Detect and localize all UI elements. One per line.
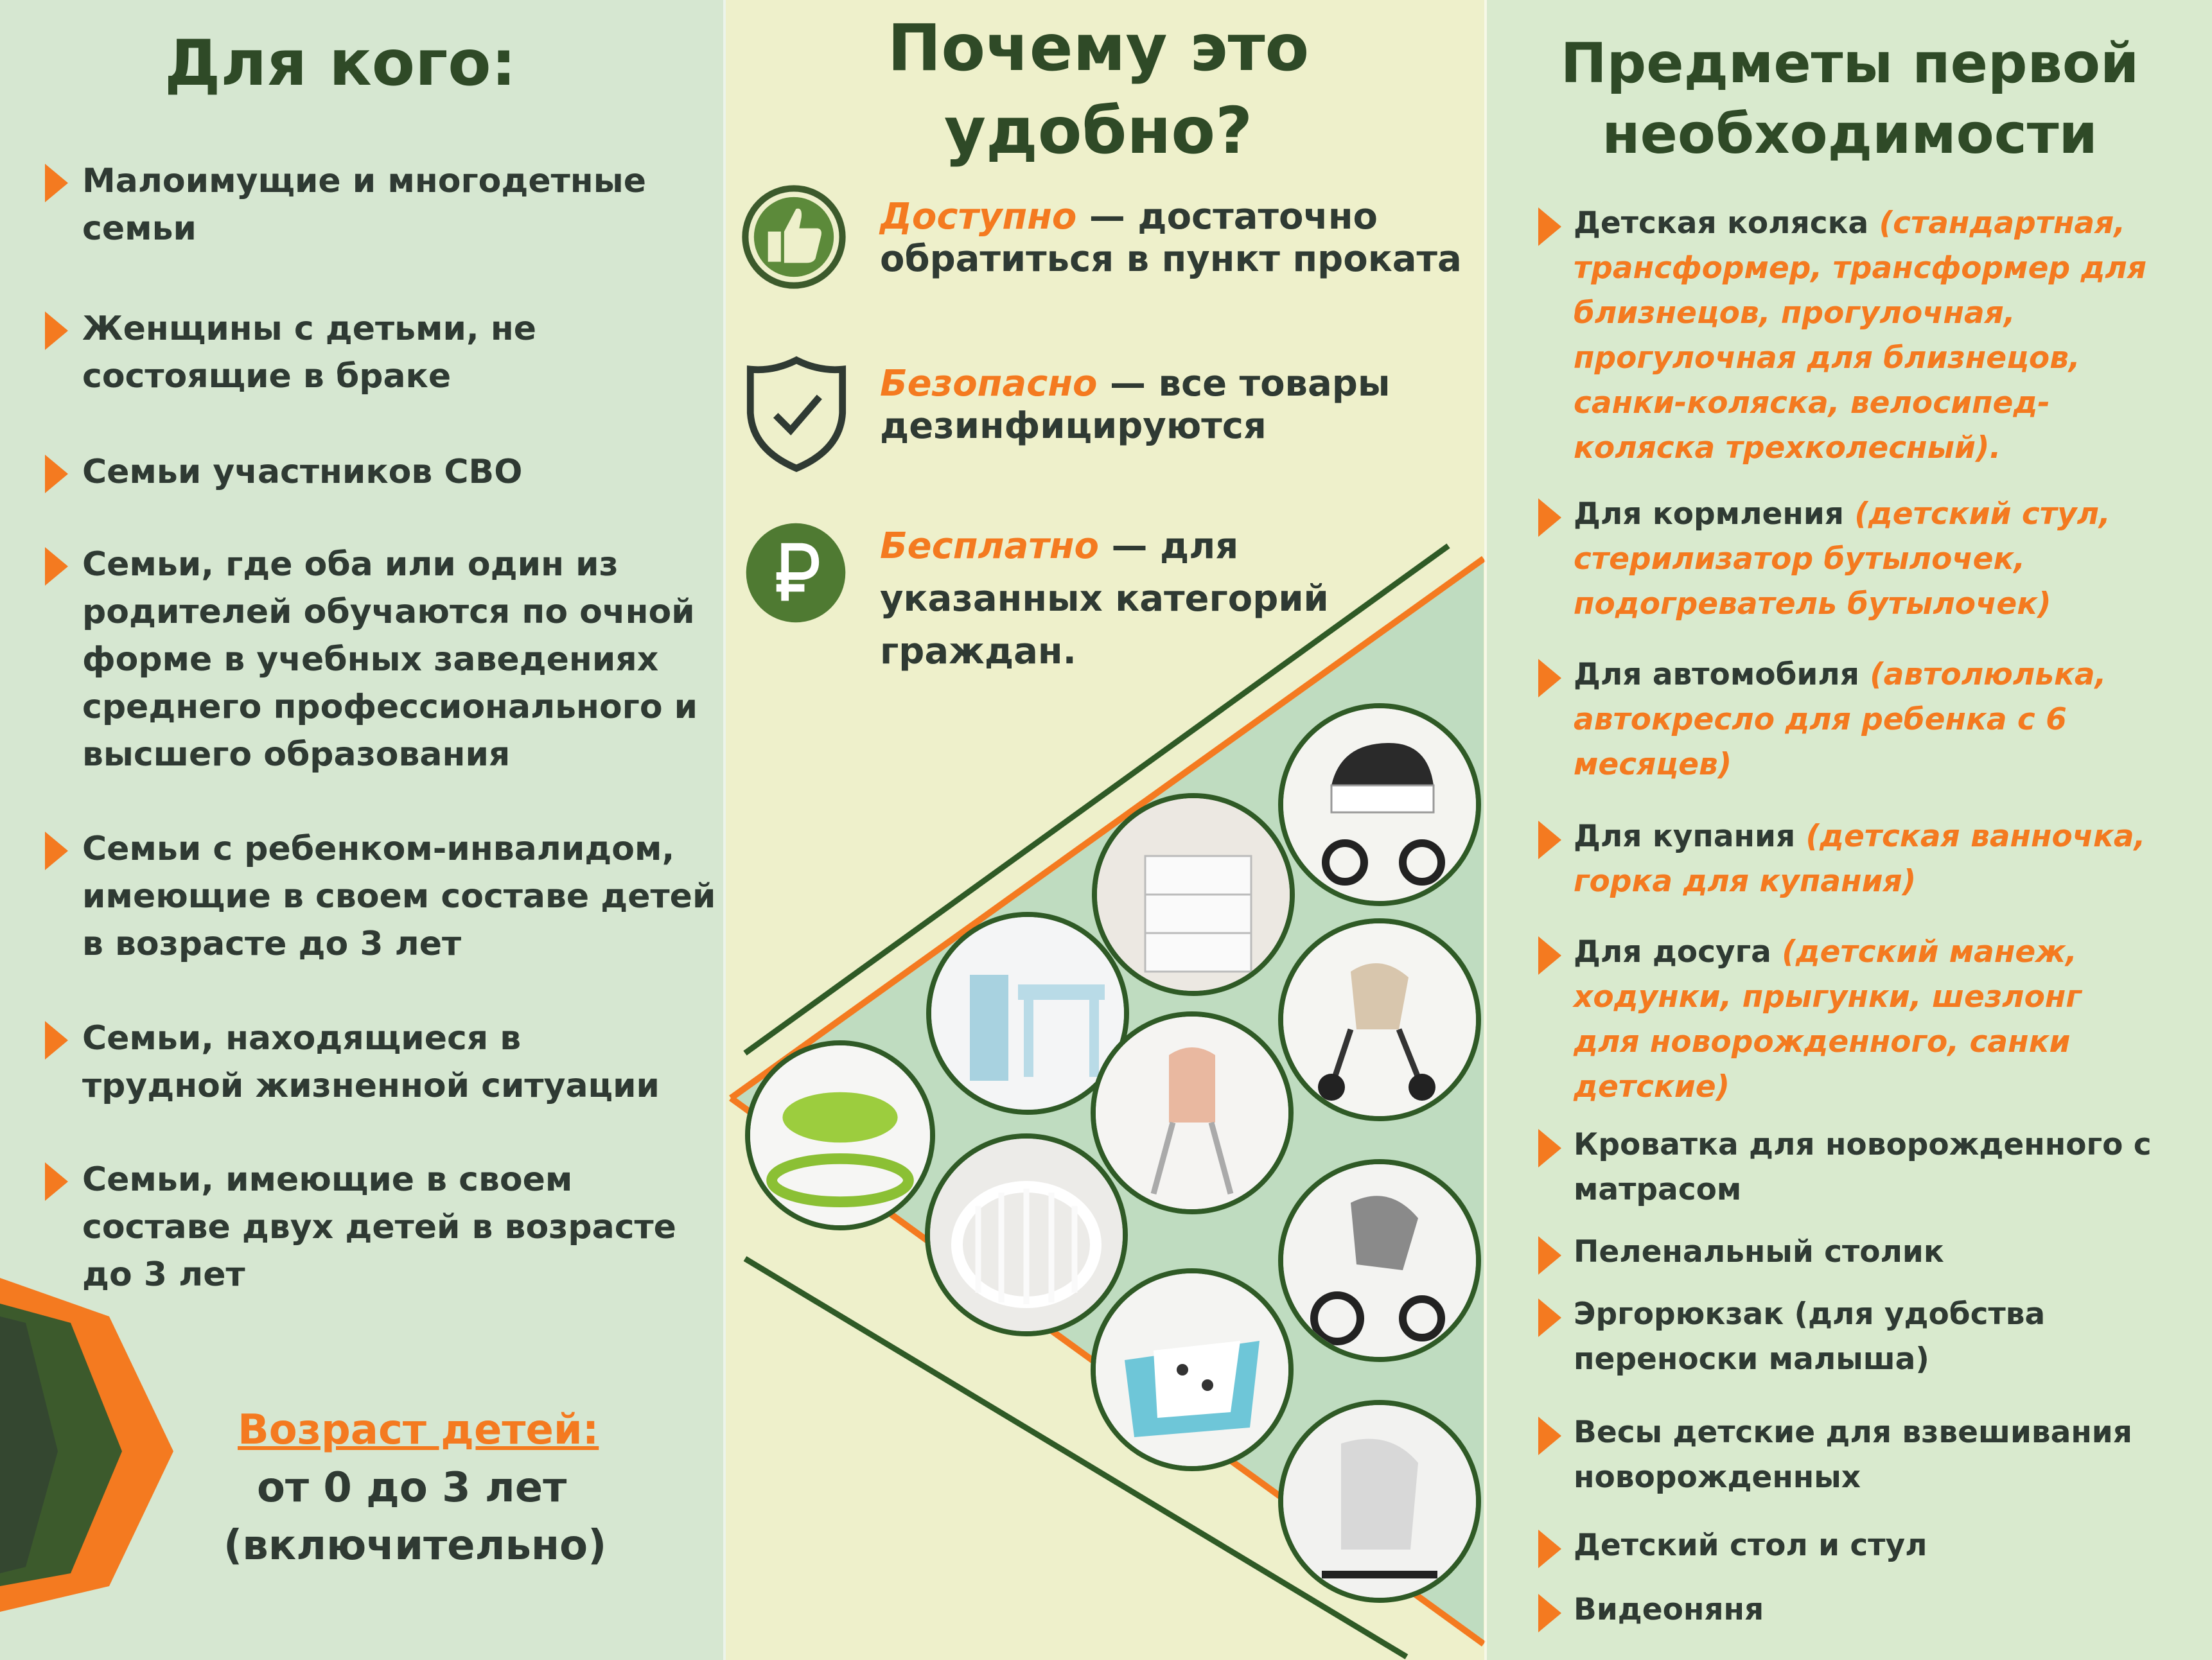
left-title: Для кого:	[164, 27, 516, 100]
sled-stroller-photo	[1278, 1400, 1481, 1603]
chevron-decoration-icon	[0, 1278, 186, 1612]
middle-panel	[726, 0, 1487, 1660]
list-item: Для кормления (детский стул, стерилизатор бутылочек, подогреватель бутылочек)	[1538, 492, 2200, 627]
age-note: (включительно)	[224, 1522, 607, 1569]
list-item: Эргорюкзак (для удобства переноски малыша)	[1538, 1292, 2200, 1382]
right-title-line2: необходимости	[1602, 102, 2098, 166]
high-chair-photo	[1091, 1011, 1294, 1214]
list-item: Для купания (детская ванночка, горка для купания)	[1538, 814, 2200, 904]
arrow-icon	[1538, 936, 1561, 975]
right-title-line1: Предметы первой	[1560, 31, 2139, 96]
list-item: Детский стол и стул	[1538, 1523, 2200, 1568]
list-item: Семьи с ребенком-инвалидом, имеющие в своем составе детей в возрасте до 3 лет	[45, 825, 726, 968]
arrow-icon	[1538, 1594, 1561, 1632]
reason-free: Бесплатно — для указанных категорий граждан.	[880, 525, 1329, 672]
list-item: Малоимущие и многодетные семьи	[45, 157, 700, 252]
middle-title-line1: Почему это	[887, 10, 1310, 85]
list-item: Семьи участников СВО	[45, 448, 700, 496]
arrow-icon	[45, 455, 68, 493]
list-item: Весы детские для взвешивания новорожденных	[1538, 1410, 2200, 1500]
baby-walker-photo	[745, 1040, 935, 1230]
arrow-icon	[45, 164, 68, 202]
age-label: Возраст детей:	[238, 1406, 599, 1454]
arrow-icon	[45, 1162, 68, 1201]
list-item: Пеленальный столик	[1538, 1230, 2200, 1275]
list-item: Семьи, где оба или один из родителей обучаются по очной форме в учебных заведениях среднего профессионального и высшего образования	[45, 541, 700, 778]
baby-cot-photo	[925, 1133, 1128, 1336]
list-item: Для автомобиля (автолюлька, автокресло для ребенка с 6 месяцев)	[1538, 652, 2200, 787]
tricycle-stroller-photo	[1278, 1159, 1481, 1362]
list-item: Женщины с детьми, не состоящие в браке	[45, 305, 700, 400]
arrow-icon	[45, 547, 68, 586]
list-item: Детская коляска (стандартная, трансформер, трансформер для близнецов, прогулочная, прогулочная для близнецов, санки-коляска, велосипед-коляска трехколесный).	[1538, 201, 2200, 471]
walking-stroller-photo	[1278, 918, 1481, 1121]
arrow-icon	[1538, 1417, 1561, 1455]
arrow-icon	[1538, 1236, 1561, 1275]
arrow-icon	[45, 311, 68, 350]
middle-title-line2: удобно?	[944, 93, 1253, 168]
baby-bath-photo	[1091, 1268, 1294, 1471]
arrow-icon	[1538, 1530, 1561, 1568]
age-range: от 0 до 3 лет	[257, 1464, 567, 1512]
left-panel	[0, 0, 726, 1660]
changing-dresser-photo	[1092, 793, 1295, 996]
arrow-icon	[1538, 659, 1561, 697]
list-item: Семьи, находящиеся в трудной жизненной ситуации	[45, 1015, 700, 1110]
list-item: Семьи, имеющие в своем составе двух детей в возрасте до 3 лет	[45, 1156, 726, 1298]
list-item: Кроватка для новорожденного с матрасом	[1538, 1123, 2200, 1212]
arrow-icon	[1538, 821, 1561, 859]
arrow-icon	[1538, 207, 1561, 246]
arrow-icon	[1538, 1129, 1561, 1167]
list-item: Для досуга (детский манеж, ходунки, прыгунки, шезлонг для новорожденного, санки детские)	[1538, 930, 2200, 1110]
arrow-icon	[1538, 1298, 1561, 1337]
arrow-icon	[45, 1021, 68, 1060]
reason-accessible: Доступно — достаточно обратиться в пункт проката	[880, 196, 1462, 280]
list-item: Видеоняня	[1538, 1587, 2200, 1632]
arrow-icon	[1538, 498, 1561, 537]
right-panel	[1487, 0, 2212, 1660]
stroller-photo	[1278, 703, 1481, 906]
reason-safe: Безопасно — все товары дезинфицируются	[880, 363, 1391, 447]
arrow-icon	[45, 832, 68, 870]
